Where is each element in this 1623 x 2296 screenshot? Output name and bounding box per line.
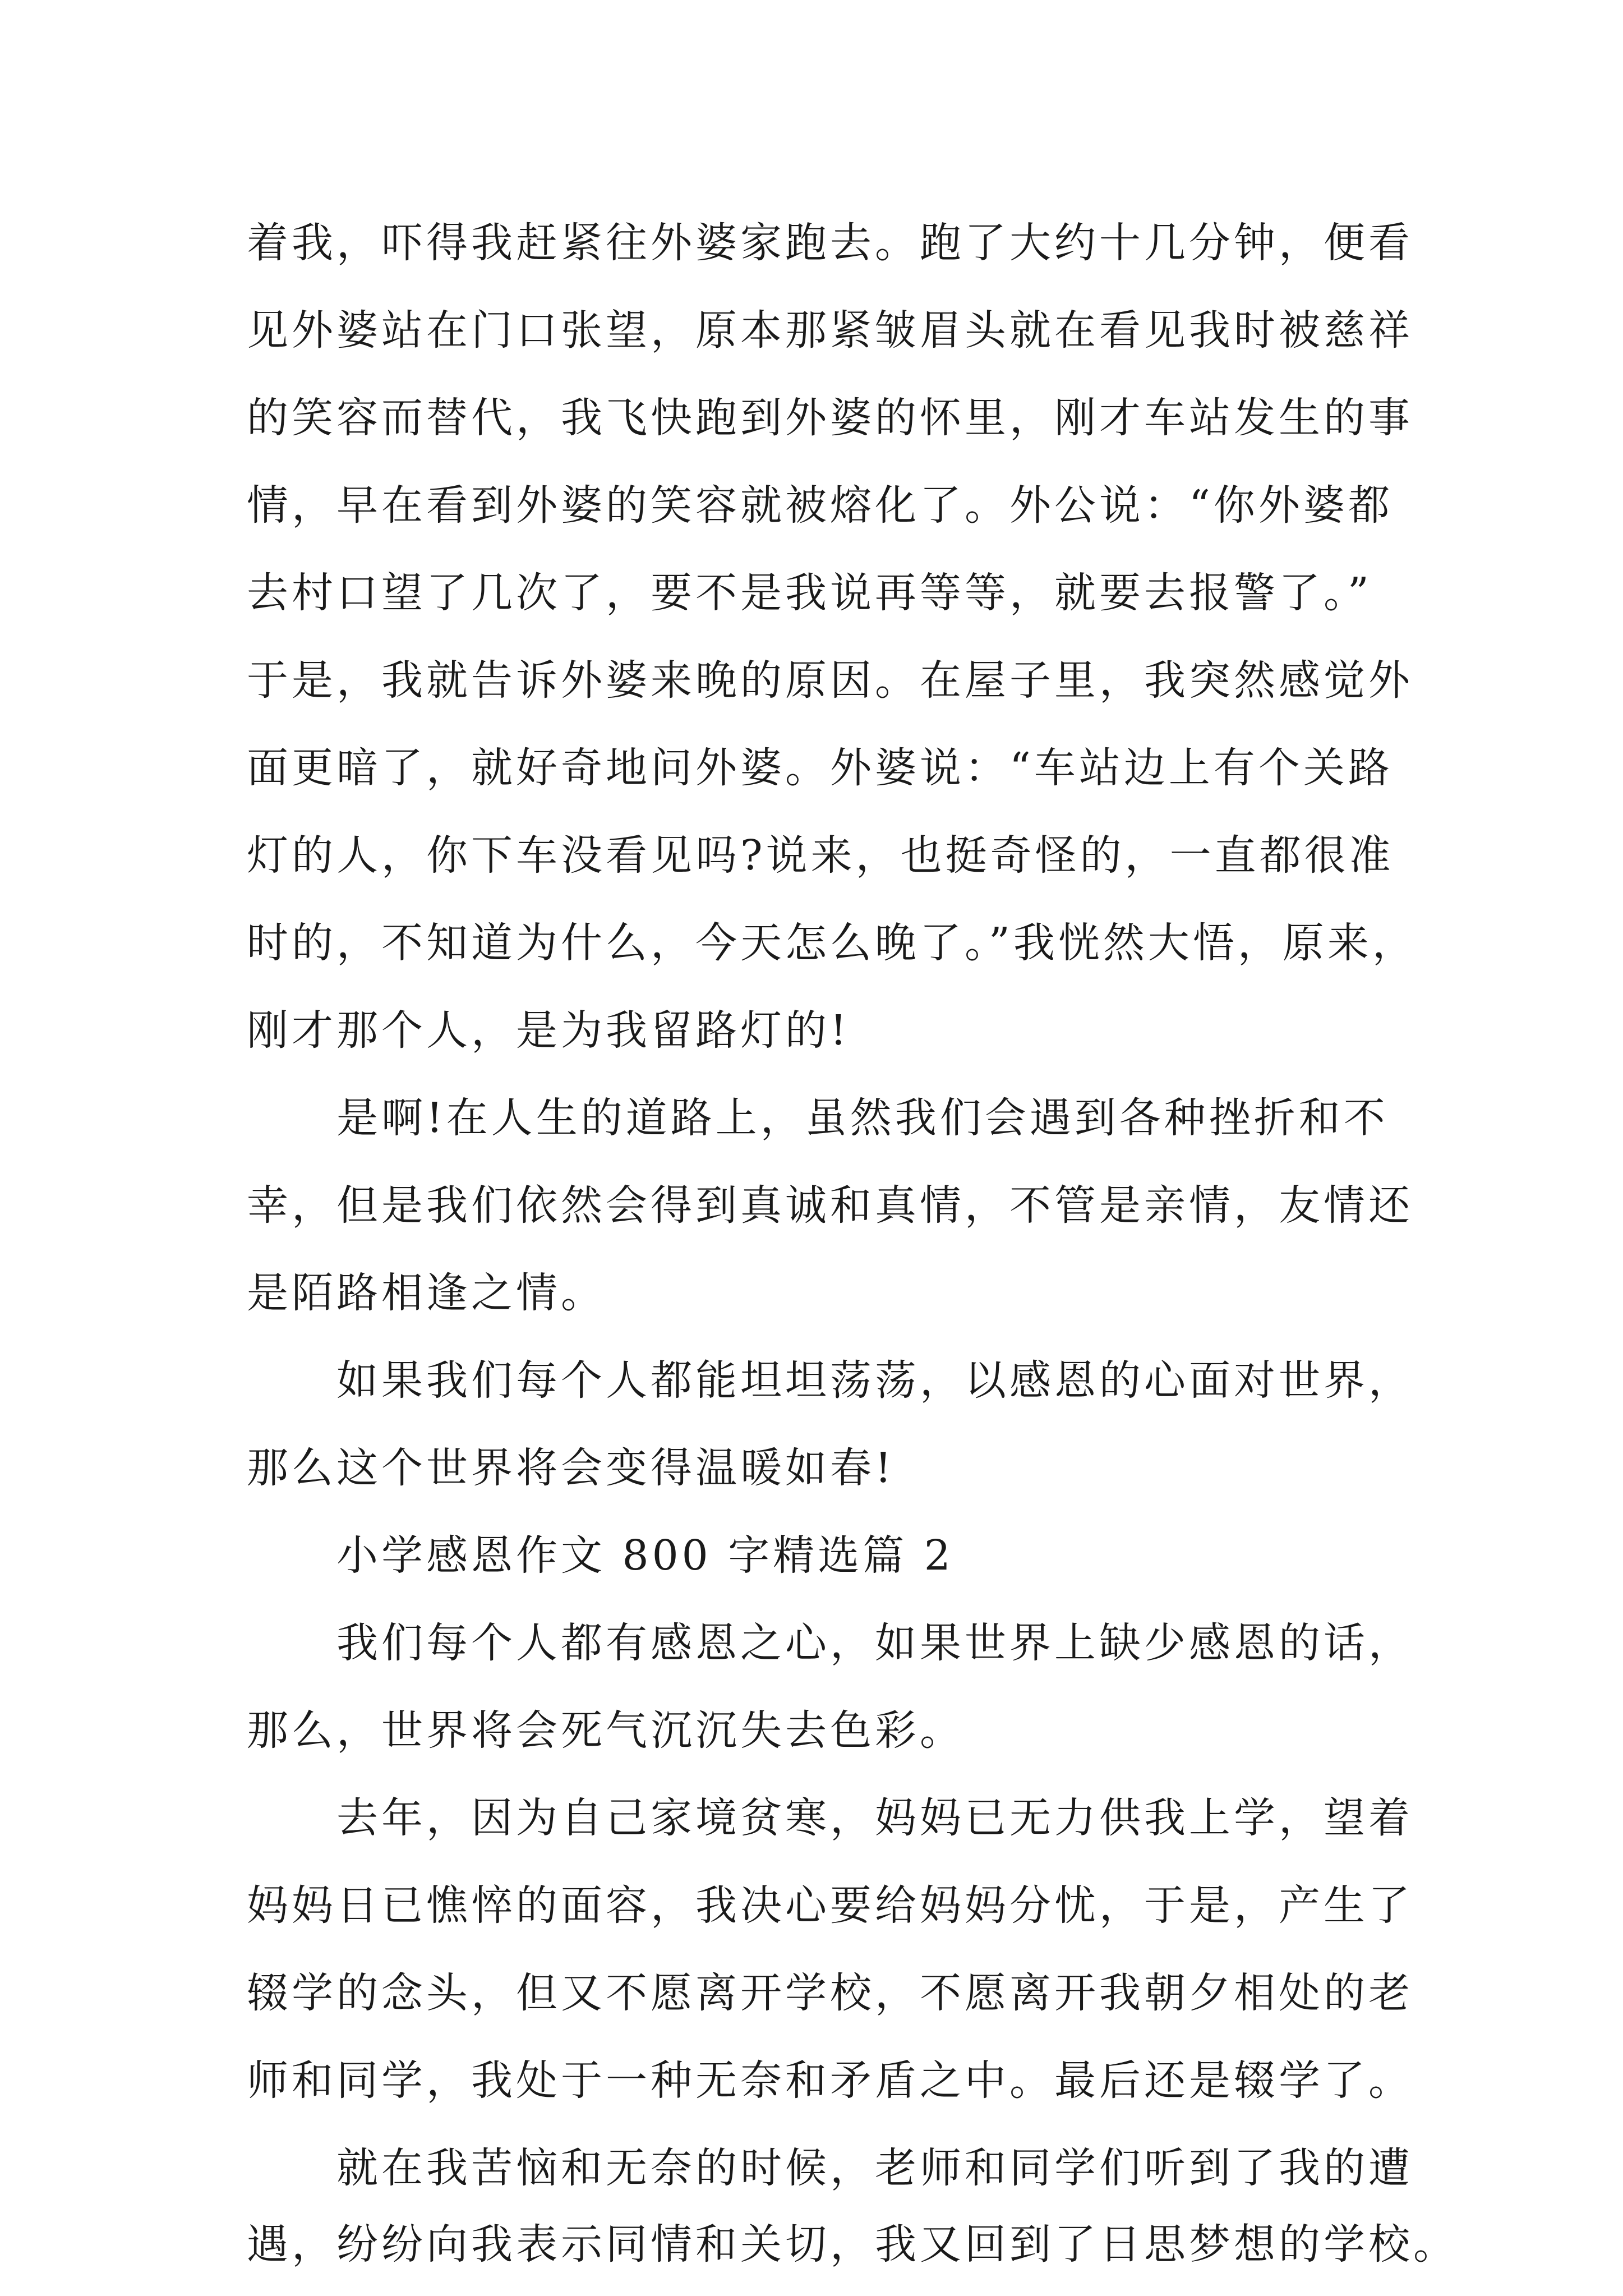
paragraph-first-line: 如果我们每个人都能坦坦荡荡，以感恩的心面对世界， [336, 1356, 1413, 1405]
text-line: 着我，吓得我赶紧往外婆家跑去。跑了大约十几分钟，便看 [247, 219, 1413, 267]
paragraph-first-line: 去年，因为自己家境贫寒，妈妈已无力供我上学，望着 [336, 1794, 1413, 1842]
text-line: 幸，但是我们依然会得到真诚和真情，不管是亲情，友情还 [247, 1181, 1413, 1230]
text-line: 去村口望了几次了，要不是我说再等等，就要去报警了。” [247, 569, 1372, 617]
text-line: 见外婆站在门口张望，原本那紧皱眉头就在看见我时被慈祥 [247, 306, 1413, 355]
text-line: 灯的人，你下车没看见吗?说来，也挺奇怪的，一直都很准 [247, 831, 1394, 880]
text-line: 师和同学，我处于一种无奈和矛盾之中。最后还是辍学了。 [247, 2056, 1413, 2105]
text-line: 刚才那个人，是为我留路灯的! [247, 1006, 850, 1055]
section-heading: 小学感恩作文 800 字精选篇 2 [336, 1531, 954, 1580]
text-line: 那么这个世界将会变得温暖如春! [247, 1444, 895, 1492]
paragraph-first-line: 就在我苦恼和无奈的时候，老师和同学们听到了我的遭 [336, 2144, 1413, 2192]
text-line: 那么，世界将会死气沉沉失去色彩。 [247, 1706, 965, 1755]
text-line: 遇，纷纷向我表示同情和关切，我又回到了日思梦想的学校。 [247, 2220, 1458, 2269]
paragraph-first-line: 我们每个人都有感恩之心，如果世界上缺少感恩的话， [336, 1619, 1413, 1667]
text-line: 妈妈日已憔悴的面容，我决心要给妈妈分忧，于是，产生了 [247, 1881, 1413, 1930]
text-line: 情，早在看到外婆的笑容就被熔化了。外公说：“你外婆都 [247, 481, 1393, 530]
text-line: 是陌路相逢之情。 [247, 1269, 606, 1317]
text-line: 时的，不知道为什么，今天怎么晚了。”我恍然大悟，原来， [247, 919, 1417, 967]
text-line: 的笑容而替代，我飞快跑到外婆的怀里，刚才车站发生的事 [247, 394, 1413, 442]
text-line: 辍学的念头，但又不愿离开学校，不愿离开我朝夕相处的老 [247, 1969, 1413, 2017]
paragraph-first-line: 是啊!在人生的道路上，虽然我们会遇到各种挫折和不 [336, 1094, 1389, 1142]
text-line: 面更暗了，就好奇地问外婆。外婆说：“车站边上有个关路 [247, 744, 1393, 792]
text-line: 于是，我就告诉外婆来晚的原因。在屋子里，我突然感觉外 [247, 656, 1413, 705]
